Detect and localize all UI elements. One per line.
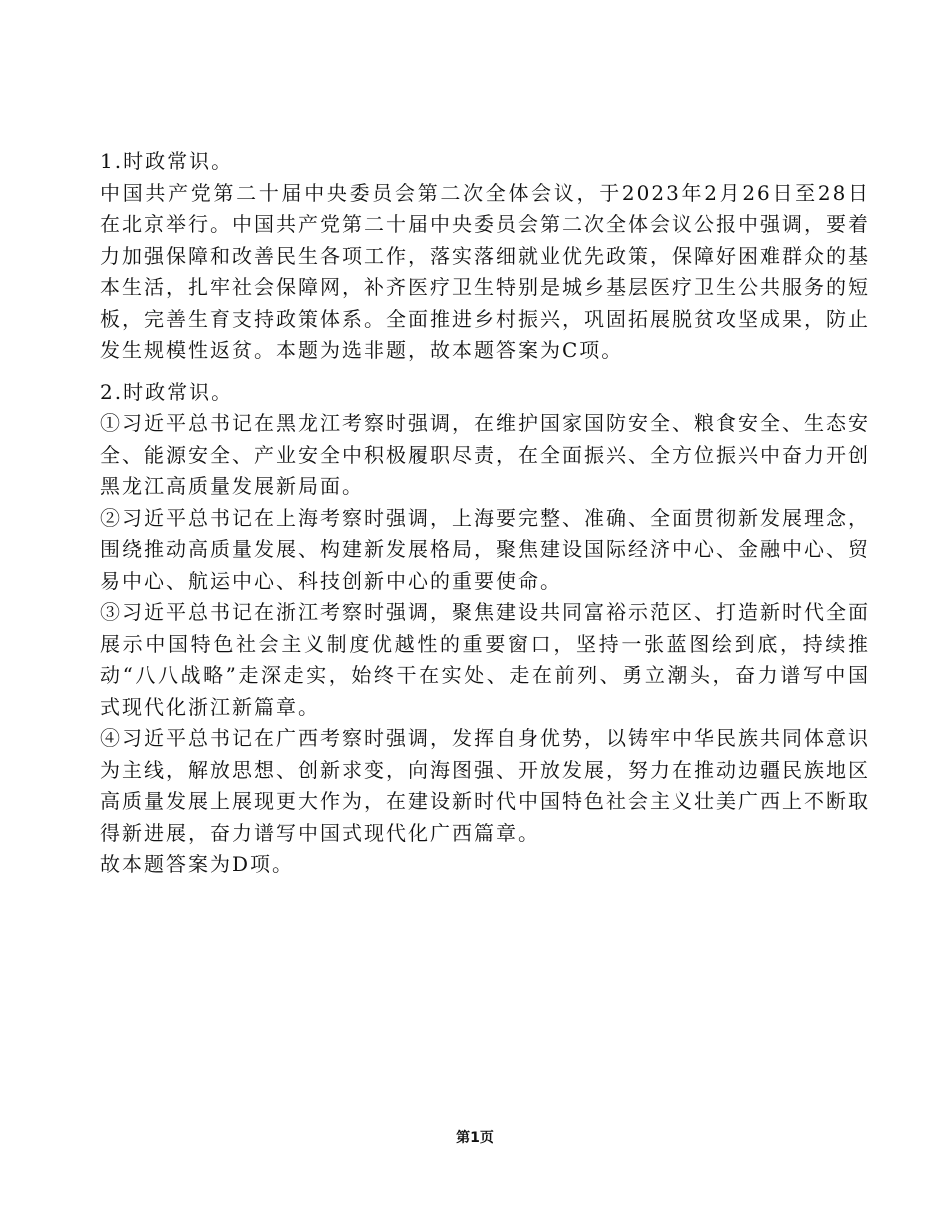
page-number: 第1页 <box>456 1130 494 1146</box>
section-1 <box>100 146 870 367</box>
answer-line: 故本题答案为D项。 <box>100 852 295 876</box>
document-body <box>100 146 870 881</box>
section-heading: 1.时政常识。 <box>100 149 234 173</box>
paragraph: ①习近平总书记在黑龙江考察时强调，在维护国家国防安全、粮食安全、生态安全、能源安全、产业安全中积极履职尽责，在全面振兴、全方位振兴中奋力开创黑龙江高质量发展新局面。 <box>100 411 870 498</box>
paragraph: ②习近平总书记在上海考察时强调，上海要完整、准确、全面贯彻新发展理念，围绕推动高质量发展、构建新发展格局，聚焦建设国际经济中心、金融中心、贸易中心、航运中心、科技创新中心的重要使命。 <box>100 505 870 593</box>
paragraph: ④习近平总书记在广西考察时强调，发挥自身优势，以铸牢中华民族共同体意识为主线，解放思想、创新求变，向海图强、开放发展，努力在推动边疆民族地区高质量发展上展现更大作为，在建设新时代中国特色社会主义壮美广西上不断取得新进展，奋力谱写中国式现代化广西篇章。 <box>100 726 870 845</box>
section-2 <box>100 377 870 881</box>
section-heading: 2.时政常识。 <box>100 379 234 404</box>
paragraph: 中国共产党第二十届中央委员会第二次全体会议，于2023年2月26日至28日在北京举行。中国共产党第二十届中央委员会第二次全体会议公报中强调，要着力加强保障和改善民生各项工作，落实落细就业优先政策，保障好困难群众的基本生活，扎牢社会保障网，补齐医疗卫生特别是城乡基层医疗卫生公共服务的短板，完善生育支持政策体系。全面推进乡村振兴，巩固拓展脱贫攻坚成果，防止发生规模性返贫。本题为选非题，故本题答案为C项。 <box>100 180 870 362</box>
paragraph: ③习近平总书记在浙江考察时强调，聚焦建设共同富裕示范区、打造新时代全面展示中国特色社会主义制度优越性的重要窗口，坚持一张蓝图绘到底，持续推动“八八战略”走深走实，始终干在实处、走在前列、勇立潮头，奋力谱写中国式现代化浙江新篇章。 <box>100 600 870 719</box>
